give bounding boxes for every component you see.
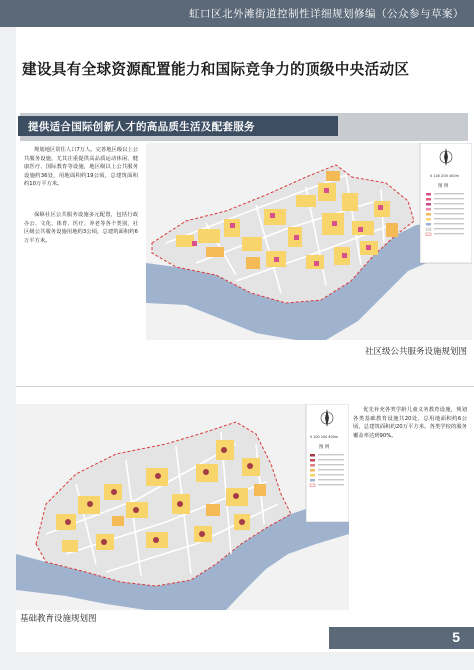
page-number-badge xyxy=(329,627,474,649)
education-facilities-map xyxy=(16,404,349,610)
legend-title: 图 例 xyxy=(319,445,330,450)
map2-caption: 基础教育设施规划图 xyxy=(20,614,97,624)
section-header xyxy=(18,116,338,136)
legend-title: 图 例 xyxy=(438,184,449,189)
map-legend xyxy=(306,404,349,522)
sidebar-strip xyxy=(0,27,16,670)
paragraph-population: 规划地区常住人口7万人。完善地区级以上公共服务设施，尤其注重提供高品质运动休闲、健康医疗、国际教育等设施，地区级以上公共服务设施约36处，用地面积约19公顷，总建筑面积约10万平方米。 xyxy=(24,147,139,188)
footer-band xyxy=(16,652,474,670)
page-number: 5 xyxy=(452,629,460,645)
paragraph-education: 优先补充各类学龄儿童义务教育设施，规划各类基础教育设施共20处，总用地面积约6公顷，总建筑面积约20万平方米。各类学校的服务覆盖率达到90%。 xyxy=(353,407,467,439)
section-title: 提供适合国际创新人才的高品质生活及配套服务 xyxy=(28,121,255,133)
divider xyxy=(16,386,474,387)
map-legend xyxy=(420,143,472,263)
paragraph-community: 保障社区公共服务设施多元配置，包括行政办公、文化、体育、医疗、养老等各个类别，社区级公共服务设施用地约3公顷，总建筑面积约6万平方米。 xyxy=(24,212,138,244)
document-title: 虹口区北外滩街道控制性详细规划修编（公众参与草案） xyxy=(189,8,464,20)
community-facilities-map xyxy=(146,143,472,340)
map1-caption: 社区级公共服务设施规划图 xyxy=(364,347,467,357)
page-title: 建设具有全球资源配置能力和国际竞争力的顶级中央活动区 xyxy=(22,61,410,78)
scale-label: 0 100 200 400m xyxy=(430,174,460,178)
scale-label: 0 100 200 400m xyxy=(310,435,339,439)
header-bar xyxy=(0,0,474,27)
